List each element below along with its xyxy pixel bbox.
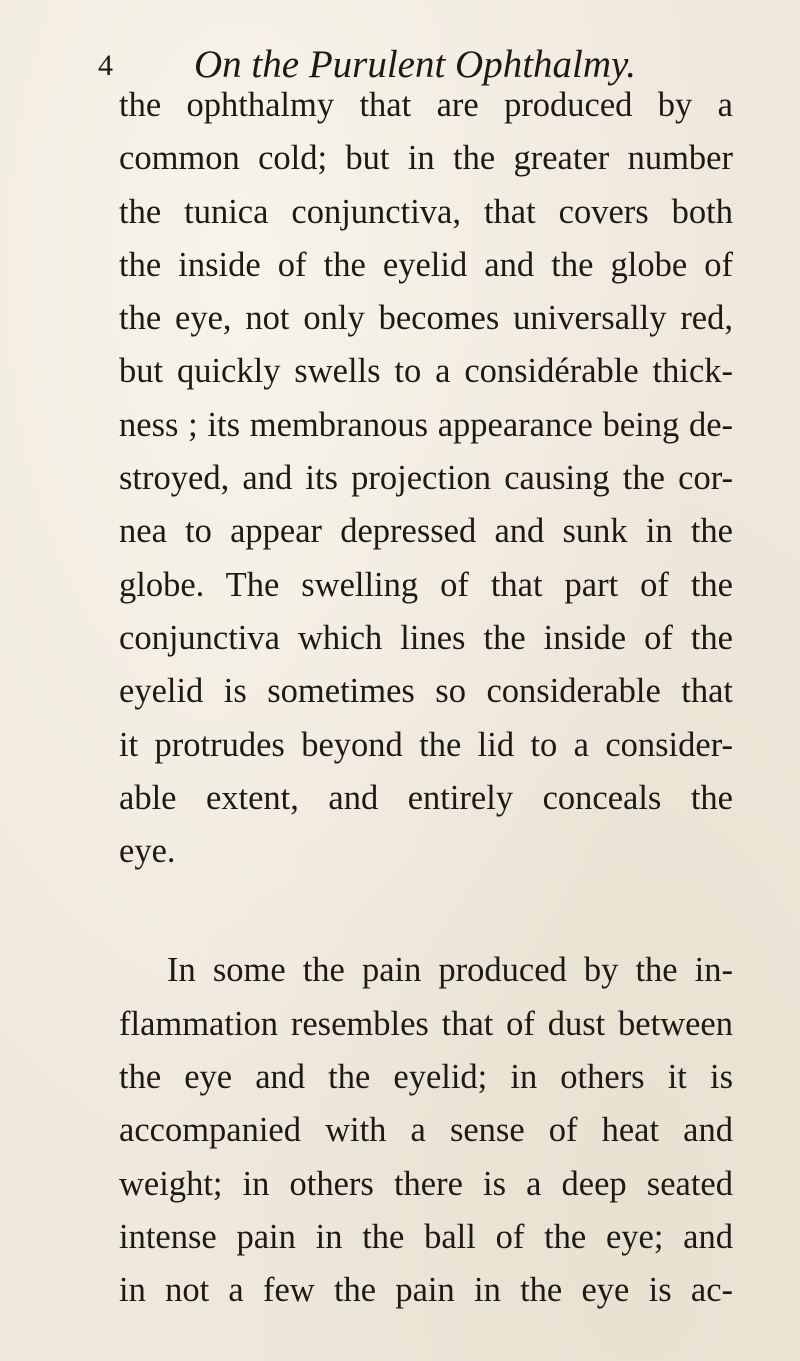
text-line: the eye and the eyelid; in others it is xyxy=(119,1058,733,1097)
paragraph-gap xyxy=(119,878,733,944)
text-line: but quickly swells to a considérable thick- xyxy=(119,352,733,391)
paragraph-1 xyxy=(119,79,733,878)
text-line: ness ; its membranous appearance being de- xyxy=(119,405,733,444)
text-line: the inside of the eyelid and the globe of xyxy=(119,245,733,284)
paragraph-2 xyxy=(119,944,733,1317)
text-line: eye. xyxy=(119,832,176,871)
text-line: accompanied with a sense of heat and xyxy=(119,1111,733,1150)
page-number: 4 xyxy=(98,49,113,82)
text-line: flammation resembles that of dust between xyxy=(119,1004,733,1043)
text-line: common cold; but in the greater number xyxy=(119,139,733,178)
text-line: weight; in others there is a deep seated xyxy=(119,1164,733,1203)
text-line: it protrudes beyond the lid to a consider- xyxy=(119,725,733,764)
text-line: In some the pain produced by the in- xyxy=(167,951,733,990)
text-line: stroyed, and its projection causing the cor- xyxy=(119,459,733,498)
body-text xyxy=(119,79,733,1318)
text-line: able extent, and entirely conceals the xyxy=(119,778,733,817)
text-line: the ophthalmy that are produced by a xyxy=(119,86,733,124)
text-line: the eye, not only becomes universally red, xyxy=(119,299,733,338)
text-line: globe. The swelling of that part of the xyxy=(119,565,733,604)
text-line: conjunctiva which lines the inside of the xyxy=(119,618,733,657)
text-line: nea to appear depressed and sunk in the xyxy=(119,512,733,551)
text-line: intense pain in the ball of the eye; and xyxy=(119,1217,733,1256)
text-line: the tunica conjunctiva, that covers both xyxy=(119,192,733,231)
text-line: eyelid is sometimes so considerable that xyxy=(119,672,733,711)
running-title: On the Purulent Ophthalmy. xyxy=(194,43,636,86)
text-line: in not a few the pain in the eye is ac- xyxy=(119,1271,733,1310)
